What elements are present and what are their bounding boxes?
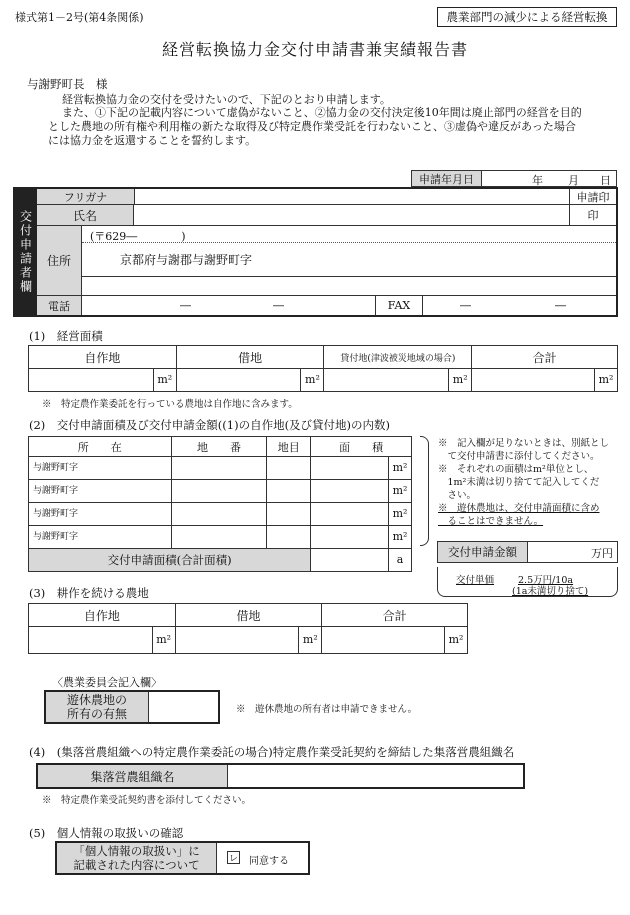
- section2-title: (2) 交付申請面積及び交付申請金額((1)の自作地(及び貸付地)の内数): [29, 418, 391, 432]
- seal-mark[interactable]: 印: [569, 205, 616, 225]
- furigana-label: フリガナ: [37, 189, 134, 204]
- category-input[interactable]: [267, 457, 311, 480]
- date-label: 申請年月日: [412, 171, 482, 186]
- intro-line: また、①下記の記載内容について虚偽がないこと、②協力金の交付決定後10年間は廃止部門の経営を目的: [62, 106, 582, 119]
- phone-dash: ―: [180, 299, 191, 312]
- name-label: 氏名: [37, 205, 134, 225]
- total-area-label: 交付申請面積(合計面積): [29, 549, 311, 572]
- intro-line: 経営転換協力金の交付を受けたいので、下記のとおり申請します。: [62, 93, 391, 106]
- unit: m²: [153, 369, 176, 391]
- col-lease: 借地: [175, 604, 322, 627]
- category-input[interactable]: [267, 503, 311, 526]
- committee-title: 〈農業委員会記入欄〉: [52, 676, 162, 689]
- intro-line: とした農地の所有権や利用権の新たな取得及び特定農作業受託を行わないこと、③虚偽や違反があった場合: [48, 120, 576, 133]
- col-rented-out: 貸付地(津波被災地域の場合): [324, 346, 472, 369]
- col-lot: 地 番: [171, 437, 267, 457]
- amount-unit[interactable]: 万円: [591, 547, 613, 560]
- col-lease: 借地: [176, 346, 324, 369]
- section4-title: (4) (集落営農組織への特定農作業委託の場合)特定農作業受託契約を締結した集落営農組織名: [29, 745, 515, 759]
- applicant-section: [13, 187, 618, 317]
- salutation: 与謝野町長 様: [27, 77, 108, 91]
- col-area: 面 積: [311, 437, 412, 457]
- category-input[interactable]: [267, 480, 311, 503]
- total-area-input[interactable]: [472, 369, 618, 392]
- area-input[interactable]: m²: [311, 526, 412, 549]
- form-number: 様式第1－2号(第4条関係): [15, 11, 144, 24]
- unit: m²: [594, 369, 617, 391]
- day-unit: 日: [600, 174, 611, 187]
- unit: m²: [300, 369, 323, 391]
- category-input[interactable]: [267, 526, 311, 549]
- rate-label: 交付単価: [456, 575, 495, 586]
- col-location: 所 在: [29, 437, 172, 457]
- section2-notes: ※ 記入欄が足りないときは、別紙とし て交付申請書に添付してください。 ※ それぞれの面積はm²単位とし、 1m²未満は切り捨てて記入してくだ さい。 ※ 遊休農地は、交付申請面積に含め ることはできません。: [438, 438, 610, 527]
- unit: m²: [448, 369, 471, 391]
- privacy-label: 「個人情報の取扱い」に 記載された内容について: [57, 843, 217, 873]
- area-input[interactable]: m²: [311, 457, 412, 480]
- group-name-input[interactable]: [229, 765, 523, 787]
- lease-area-input[interactable]: m²: [175, 627, 322, 654]
- year-unit: 年: [532, 174, 543, 187]
- postal-code[interactable]: (〒629― ): [90, 230, 186, 243]
- lease-area-input[interactable]: [176, 369, 324, 392]
- col-total: 合計: [322, 604, 468, 627]
- amount-box: [437, 541, 618, 563]
- date-row: [411, 170, 617, 187]
- area-input[interactable]: m²: [311, 503, 412, 526]
- parcel-location[interactable]: 与謝野町字: [29, 480, 172, 503]
- lot-input[interactable]: [171, 503, 267, 526]
- agree-label: 同意する: [249, 856, 289, 867]
- col-category: 地目: [267, 437, 311, 457]
- total-area-input[interactable]: m²: [322, 627, 468, 654]
- section3-title: (3) 耕作を続ける農地: [29, 586, 149, 600]
- lot-input[interactable]: [171, 526, 267, 549]
- month-unit: 月: [568, 174, 579, 187]
- seal-label: 申請印: [569, 189, 616, 204]
- lot-input[interactable]: [171, 457, 267, 480]
- address-label: 住所: [37, 226, 82, 295]
- parcel-location[interactable]: 与謝野町字: [29, 503, 172, 526]
- rented-area-input[interactable]: [324, 369, 472, 392]
- fax-dash: ―: [555, 299, 566, 312]
- parcel-location[interactable]: 与謝野町字: [29, 526, 172, 549]
- col-own: 自作地: [29, 346, 177, 369]
- agree-checkbox[interactable]: レ: [227, 851, 240, 864]
- amount-label: 交付申請金額: [438, 542, 528, 562]
- page-title: 経営転換協力金交付申請書兼実績報告書: [161, 40, 468, 59]
- group-name-box: [36, 763, 525, 789]
- rate-value: 2.5万円/10a: [518, 575, 574, 586]
- applicant-side-label: 交付申請者欄: [15, 189, 37, 315]
- privacy-box: [55, 841, 310, 875]
- section1-note: ※ 特定農作業委託を行っている農地は自作地に含みます。: [42, 399, 298, 410]
- total-area-input[interactable]: a: [311, 549, 412, 572]
- own-area-input[interactable]: m²: [29, 627, 176, 654]
- lot-input[interactable]: [171, 480, 267, 503]
- group-name-label: 集落営農組織名: [38, 765, 228, 787]
- fax-dash: ―: [460, 299, 471, 312]
- section5-title: (5) 個人情報の取扱いの確認: [29, 826, 184, 840]
- col-own: 自作地: [29, 604, 176, 627]
- intro-line: には協力金を返還することを誓約します。: [48, 134, 257, 147]
- name-field[interactable]: [135, 206, 569, 224]
- furigana-field[interactable]: [135, 190, 569, 203]
- rate-note: (1a未満切り捨て): [512, 586, 589, 597]
- committee-note: ※ 遊休農地の所有者は申請できません。: [236, 704, 418, 715]
- parcel-location[interactable]: 与謝野町字: [29, 457, 172, 480]
- phone-dash: ―: [273, 299, 284, 312]
- idle-land-input[interactable]: [150, 692, 218, 722]
- own-area-input[interactable]: [29, 369, 177, 392]
- section4-note: ※ 特定農作業受託契約書を添付してください。: [42, 795, 252, 806]
- land-area-table: [28, 345, 618, 392]
- idle-land-label: 遊休農地の 所有の有無: [46, 692, 149, 722]
- section1-title: (1) 経営面積: [29, 329, 103, 343]
- parcel-table: [28, 436, 412, 572]
- col-total: 合計: [472, 346, 618, 369]
- continue-land-table: [28, 603, 468, 654]
- phone-label: 電話: [37, 296, 82, 315]
- committee-box: [44, 690, 220, 724]
- category-badge: 農業部門の減少による経営転換: [437, 7, 617, 27]
- address-field[interactable]: 京都府与謝郡与謝野町字: [120, 253, 253, 267]
- area-input[interactable]: m²: [311, 480, 412, 503]
- fax-label: FAX: [375, 296, 423, 315]
